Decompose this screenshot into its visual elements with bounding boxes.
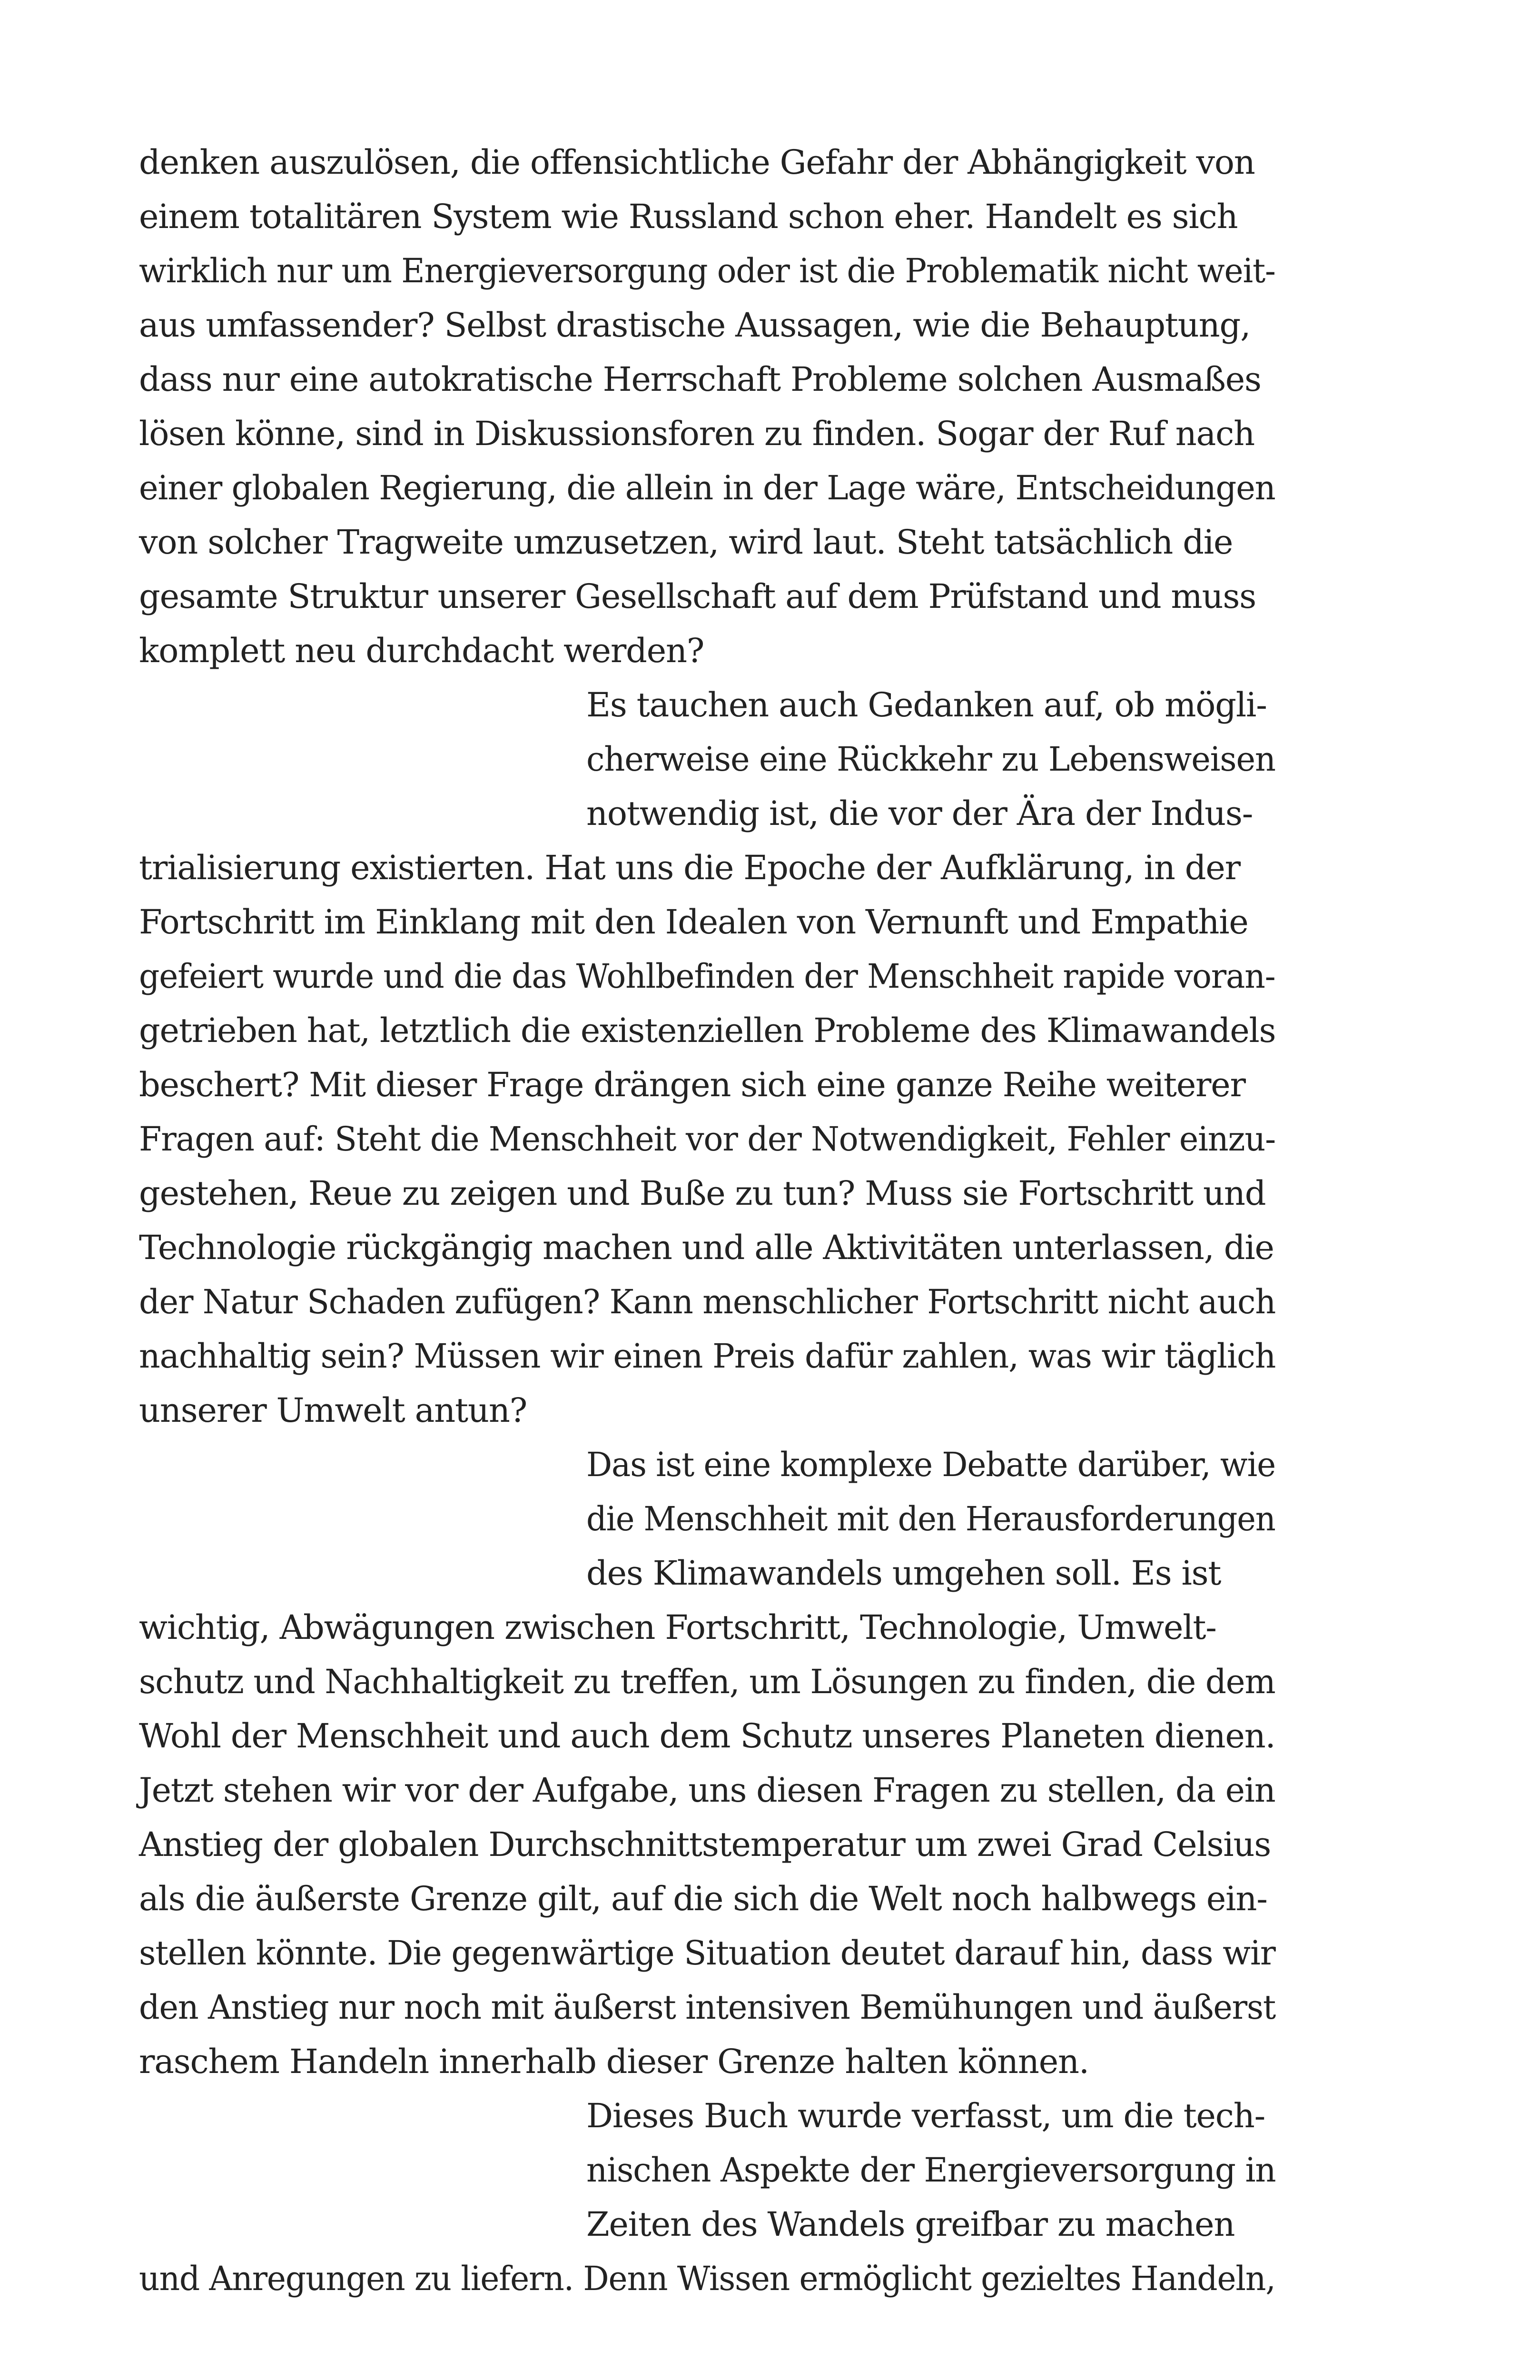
text-line-indented: die Menschheit mit den Herausforderungen [586,1499,1275,1538]
text-line: denken auszulösen, die offensichtliche Gefahr der Abhängigkeit von [139,143,1255,182]
text-line: lösen könne, sind in Diskussionsforen zu finden. Sogar der Ruf nach [139,414,1254,453]
text-line: dass nur eine autokratische Herrschaft Probleme solchen Ausmaßes [139,360,1261,399]
text-line: Technologie rückgängig machen und alle Aktivitäten unterlassen, die [139,1228,1274,1267]
text-line: Fortschritt im Einklang mit den Idealen von Vernunft und Empathie [139,902,1248,942]
text-line: einem totalitären System wie Russland schon eher. Handelt es sich [139,197,1238,236]
text-line: wichtig, Abwägungen zwischen Fortschritt, Technologie, Umwelt- [139,1608,1216,1647]
text-line: Jetzt stehen wir vor der Aufgabe, uns diesen Fragen zu stellen, da ein [139,1771,1275,1810]
text-line: aus umfassender? Selbst drastische Aussagen, wie die Behauptung, [139,306,1251,345]
text-line: beschert? Mit dieser Frage drängen sich eine ganze Reihe weiterer [139,1065,1245,1104]
text-line-indented: nischen Aspekte der Energieversorgung in [586,2151,1276,2190]
text-line: trialisierung existierten. Hat uns die Epoche der Aufklärung, in der [139,848,1240,887]
text-line: den Anstieg nur noch mit äußerst intensiven Bemühungen und äußerst [139,1988,1276,2027]
text-line: gesamte Struktur unserer Gesellschaft auf dem Prüfstand und muss [139,577,1256,616]
text-line: getrieben hat, letztlich die existenziellen Probleme des Klimawandels [139,1011,1276,1050]
text-line: Fragen auf: Steht die Menschheit vor der Notwendigkeit, Fehler einzu- [139,1120,1276,1159]
text-line-indented: des Klimawandels umgehen soll. Es ist [586,1554,1221,1593]
text-line: einer globalen Regierung, die allein in der Lage wäre, Entscheidungen [139,468,1275,507]
text-line: raschem Handeln innerhalb dieser Grenze halten können. [139,2042,1089,2081]
text-line: unserer Umwelt antun? [139,1391,527,1430]
text-line: und Anregungen zu liefern. Denn Wissen ermöglicht gezieltes Handeln, [139,2259,1275,2298]
text-line: der Natur Schaden zufügen? Kann menschlicher Fortschritt nicht auch [139,1282,1276,1321]
text-line: stellen könnte. Die gegenwärtige Situation deutet darauf hin, dass wir [139,1934,1275,1973]
text-line-indented: Zeiten des Wandels greifbar zu machen [586,2205,1235,2244]
text-line-indented: notwendig ist, die vor der Ära der Indus- [586,794,1253,833]
text-line: nachhaltig sein? Müssen wir einen Preis dafür zahlen, was wir täglich [139,1337,1276,1376]
text-line-indented: Das ist eine komplexe Debatte darüber, wie [586,1445,1275,1484]
text-line: gestehen, Reue zu zeigen und Buße zu tun? Muss sie Fortschritt und [139,1174,1266,1213]
text-line: Anstieg der globalen Durchschnittstemperatur um zwei Grad Celsius [139,1825,1271,1864]
text-line-indented: cherweise eine Rückkehr zu Lebensweisen [586,740,1275,779]
text-line: gefeiert wurde und die das Wohlbefinden der Menschheit rapide voran- [139,957,1275,996]
text-line: wirklich nur um Energieversorgung oder ist die Problematik nicht weit- [139,251,1275,290]
text-line: schutz und Nachhaltigkeit zu treffen, um Lösungen zu finden, die dem [139,1662,1275,1701]
text-line-indented: Dieses Buch wurde verfasst, um die tech- [586,2096,1265,2135]
text-line: Wohl der Menschheit und auch dem Schutz unseres Planeten dienen. [139,1716,1275,1755]
text-line-indented: Es tauchen auch Gedanken auf, ob mögli- [586,685,1267,724]
text-line: als die äußerste Grenze gilt, auf die sich die Welt noch halbwegs ein- [139,1879,1267,1918]
text-line: komplett neu durchdacht werden? [139,631,704,670]
text-line: von solcher Tragweite umzusetzen, wird laut. Steht tatsächlich die [139,523,1233,562]
